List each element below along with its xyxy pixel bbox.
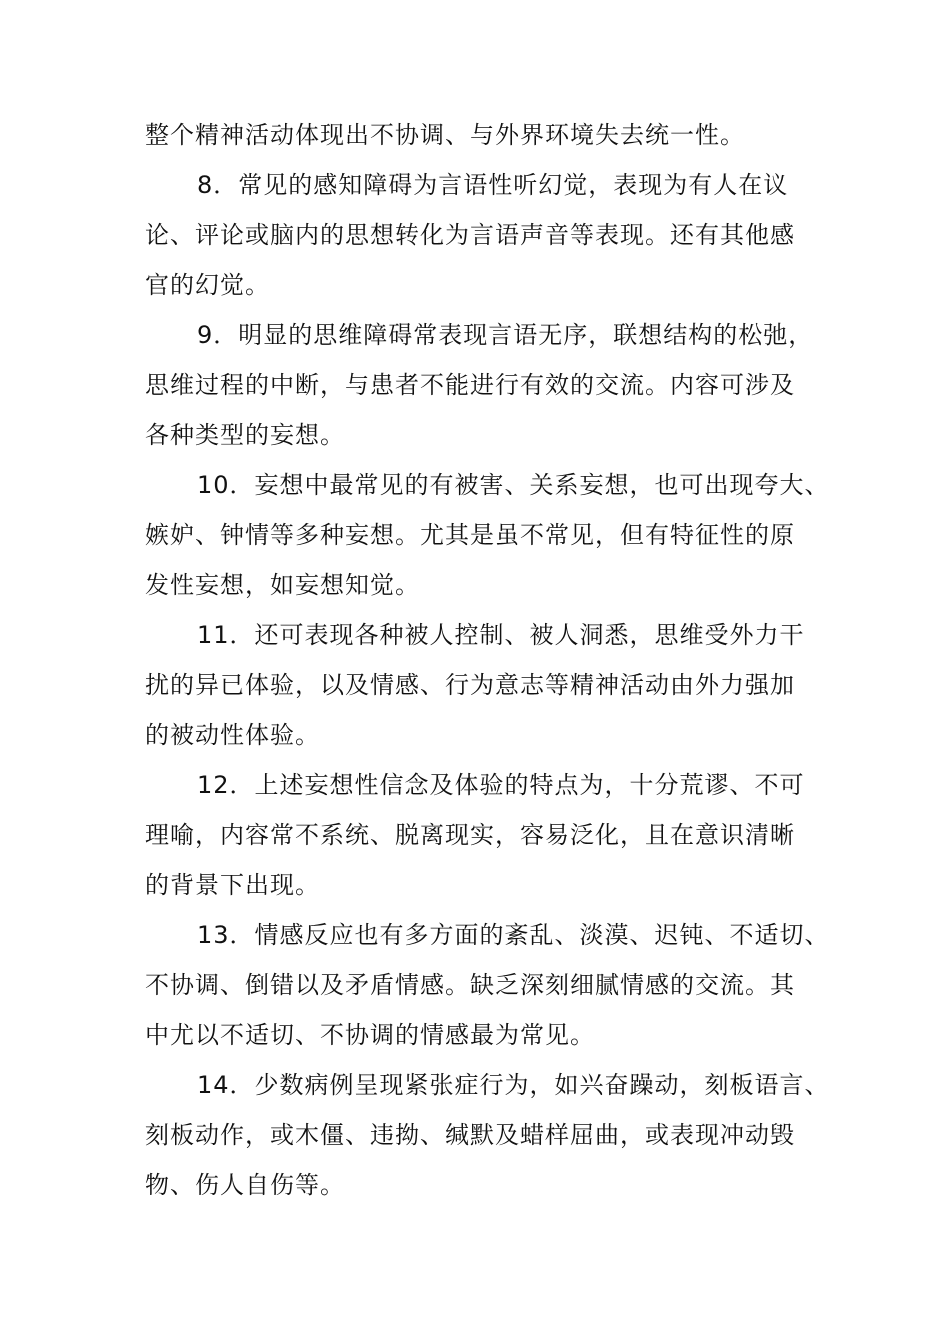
paragraph-line: 官的幻觉。 (145, 271, 270, 299)
paragraph-line: 的背景下出现。 (145, 871, 320, 899)
paragraph-line: 8．常见的感知障碍为言语性听幻觉，表现为有人在议 (197, 171, 789, 199)
paragraph-line: 理喻，内容常不系统、脱离现实，容易泛化，且在意识清晰 (145, 821, 795, 849)
paragraph-line: 发性妄想，如妄想知觉。 (145, 571, 420, 599)
paragraph-line: 思维过程的中断，与患者不能进行有效的交流。内容可涉及 (145, 371, 795, 399)
paragraph-line: 各种类型的妄想。 (145, 421, 345, 449)
paragraph-line: 的被动性体验。 (145, 721, 320, 749)
paragraph-line: 11．还可表现各种被人控制、被人洞悉，思维受外力干 (197, 621, 805, 649)
paragraph-line: 不协调、倒错以及矛盾情感。缺乏深刻细腻情感的交流。其 (145, 971, 795, 999)
paragraph-line: 14．少数病例呈现紧张症行为，如兴奋躁动，刻板语言、 (197, 1071, 830, 1099)
paragraph-line: 13．情感反应也有多方面的紊乱、淡漠、迟钝、不适切、 (197, 921, 830, 949)
paragraph-line: 10．妄想中最常见的有被害、关系妄想，也可出现夸大、 (197, 471, 830, 499)
paragraph-line: 嫉妒、钟情等多种妄想。尤其是虽不常见，但有特征性的原 (145, 521, 795, 549)
paragraph-line: 12．上述妄想性信念及体验的特点为，十分荒谬、不可 (197, 771, 805, 799)
paragraph-line: 中尤以不适切、不协调的情感最为常见。 (145, 1021, 595, 1049)
document-body (145, 110, 830, 1210)
paragraph-line: 9．明显的思维障碍常表现言语无序，联想结构的松弛， (197, 321, 814, 349)
paragraph-line: 论、评论或脑内的思想转化为言语声音等表现。还有其他感 (145, 221, 795, 249)
paragraph-line: 刻板动作，或木僵、违拗、缄默及蜡样屈曲，或表现冲动毁 (145, 1121, 795, 1149)
paragraph-line: 扰的异已体验，以及情感、行为意志等精神活动由外力强加 (145, 671, 795, 699)
paragraph-line: 整个精神活动体现出不协调、与外界环境失去统一性。 (145, 121, 745, 149)
paragraph-line: 物、伤人自伤等。 (145, 1171, 345, 1199)
